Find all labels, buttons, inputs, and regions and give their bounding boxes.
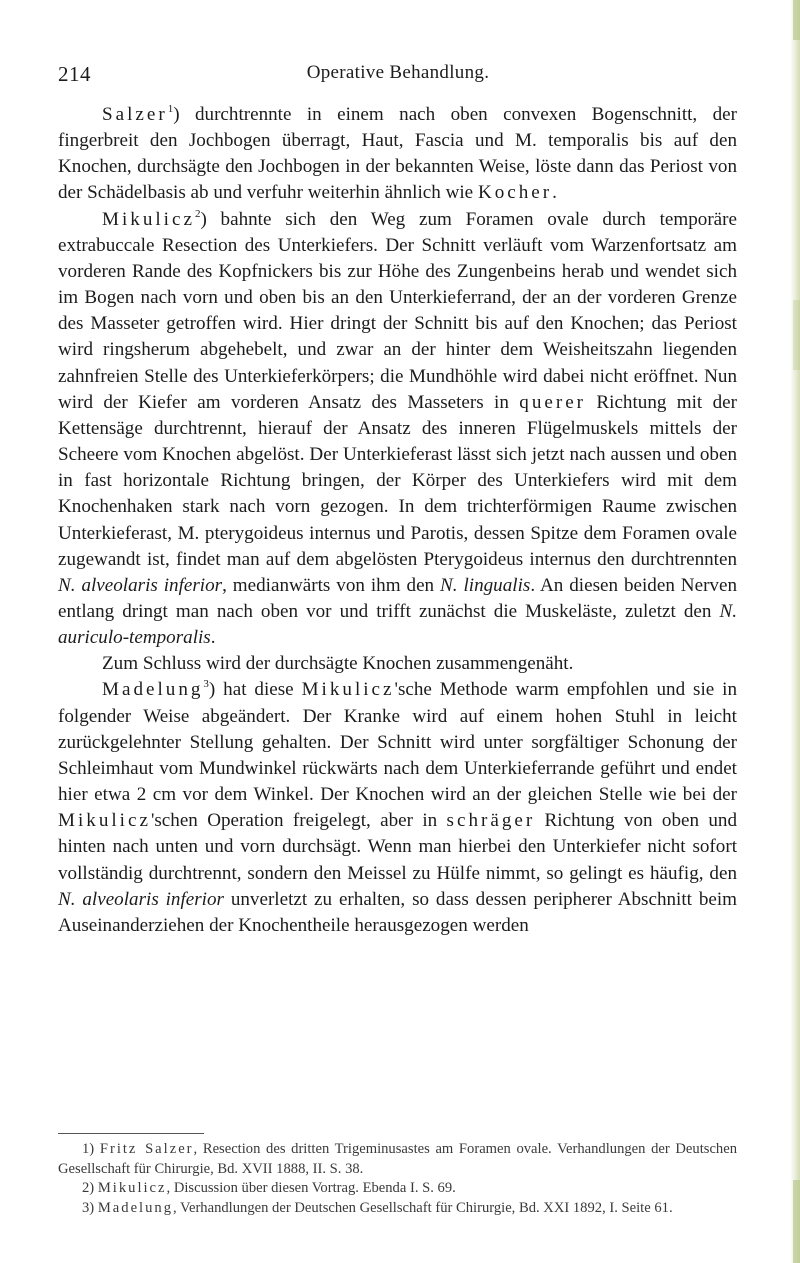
paragraph-text: ) durchtrennte in einem nach oben convexen Bogenschnitt, der fingerbreit den Jochbogen überragt, Haut, Fascia und M. temporalis bis auf den Knochen, durchsägte den Jochbogen in der bekannten Weise, löste dann das Periost von der Schädelbasis ab und verfuhr weiterhin ähnlich wie [58,104,737,204]
nerve-name: N. alveolaris inferior [58,888,224,910]
footnote-ref: 2 [194,207,201,220]
footnote-text: , Verhandlungen der Deutschen Gesellschaft für Chirurgie, Bd. XXI 1892, I. Seite 61. [173,1199,673,1216]
page-edge-tint [790,0,800,1263]
footnote-2 [58,1179,737,1199]
paragraph-text: ) hat diese [208,679,302,701]
nerve-name: N. alveolaris inferior [58,574,223,596]
author-name: Mikulicz [301,679,395,701]
paragraph-text: . An diesen beiden Nerven entlang dringt man nach oben vor und trifft zunächst die Muskeläste, zuletzt den [58,574,737,622]
page-header [58,62,738,90]
author-name: Mikulicz [58,810,151,832]
footnote-text: , Resection des dritten Trigeminusastes am Foramen ovale. Verhandlungen der Deutschen Gesellschaft für Chirurgie, Bd. XVII 1888, II. S. 38. [58,1141,737,1177]
footnote-number: 2) [82,1180,95,1196]
paragraph-mikulicz [58,207,737,652]
body-text [58,102,737,939]
footnote-author: Mikulicz [97,1180,167,1196]
page-edge-mark [793,300,800,370]
paragraph-text: , medianwärts von ihm den [222,574,441,596]
running-title: Operative Behandlung. [306,62,490,83]
footnote-ref: 3 [203,678,209,691]
paragraph-text: 'sche Methode warm empfohlen und sie in folgender Weise abgeändert. Der Kranke wird auf einem hohen Stuhl in leicht zurückgelehnter Stellung gehalten. Der Schnitt wird unter sorgfältiger Schonung der Schleimhaut vom Mundwinkel rückwärts nach dem Unterkieferrande geführt und endet hier etwa 2 cm vor dem Winkel. Der Knochen wird an der gleichen Stelle wie bei der [58,679,737,806]
paragraph-salzer [58,102,737,207]
page-edge-mark [793,0,800,40]
paragraph-text: Richtung von oben und hinten nach unten und vorn durchsägt. Wenn man hierbei den Unterkiefer nicht sofort vollständig durchtrennt, sondern den Meissel zu Hülfe nimmt, so gelingt es häufig, den [58,810,737,884]
author-name: Kocher [477,182,553,204]
footnote-3 [58,1199,737,1219]
footnote-text: , Discussion über diesen Vortrag. Ebenda I. S. 69. [166,1180,456,1196]
footnote-ref: 1 [167,103,174,115]
emphasized-word: querer [519,391,587,413]
page-edge-mark [793,1180,800,1263]
paragraph-text: unverletzt zu erhalten, so dass dessen peripherer Abschnitt beim Auseinanderziehen der Knochentheile herausgezogen werden [58,888,738,936]
footnotes [58,1140,737,1218]
footnote-author: Madelung [97,1199,174,1216]
paragraph-closure: Zum Schluss wird der durchsägte Knochen zusammengenäht. [102,653,574,675]
footnote-1 [58,1140,737,1179]
paragraph-text: . [552,182,557,204]
paragraph-madelung [58,677,737,939]
footnote-number: 3) [82,1199,95,1216]
nerve-name: N. auriculo-temporalis [58,600,737,649]
paragraph-text: ) bahnte sich den Weg zum Foramen ovale durch temporäre extrabuccale Resection des Unterkiefers. Der Schnitt verläuft vom Warzenfortsatz am vorderen Rande des Kopfnickers bis zur Höhe des Zungenbeins herab und wendet sich im Bogen nach vorn und oben bis an den Unterkieferrand, der an der vorderen Grenze des Masseter getroffen wird. Hier dringt der Schnitt bis auf den Knochen; das Periost wird ringsherum abgehebelt, und zwar an der hinter dem Weisheitszahn liegenden zahnfreien Stelle des Unterkieferkörpers; die Mundhöhle wird dabei nicht eröffnet. Nun wird der Kiefer am vorderen Ansatz des Masseters in [58,208,737,413]
author-name: Madelung [102,679,204,701]
footnote-number: 1) [82,1141,95,1157]
paragraph-text: 'schen Operation freigelegt, aber in [150,810,447,832]
page-number: 214 [58,62,91,86]
emphasized-word: schräger [446,810,536,832]
paragraph-text: . [210,627,216,649]
author-name: Mikulicz [102,208,195,230]
nerve-name: N. lingualis [440,574,531,596]
author-name: Salzer [102,104,168,125]
footnote-rule [58,1133,204,1134]
paragraph-text: Richtung mit der Kettensäge durchtrennt, hierauf der Ansatz des inneren Flügelmuskels mittels der Scheere vom Knochen abgelöst. Der Unterkieferast lässt sich jetzt nach aussen und oben in fast horizontale Richtung bringen, der Körper des Unterkiefers wird mit dem Knochenhaken stark nach vorn gezogen. In dem trichterförmigen Raume zwischen Unterkieferast, M. pterygoideus internus und Parotis, dessen Spitze dem Foramen ovale zugewandt ist, findet man auf dem abgelösten Pterygoideus internus den durchtrennten [58,391,737,570]
footnote-author: Fritz Salzer [99,1141,194,1157]
